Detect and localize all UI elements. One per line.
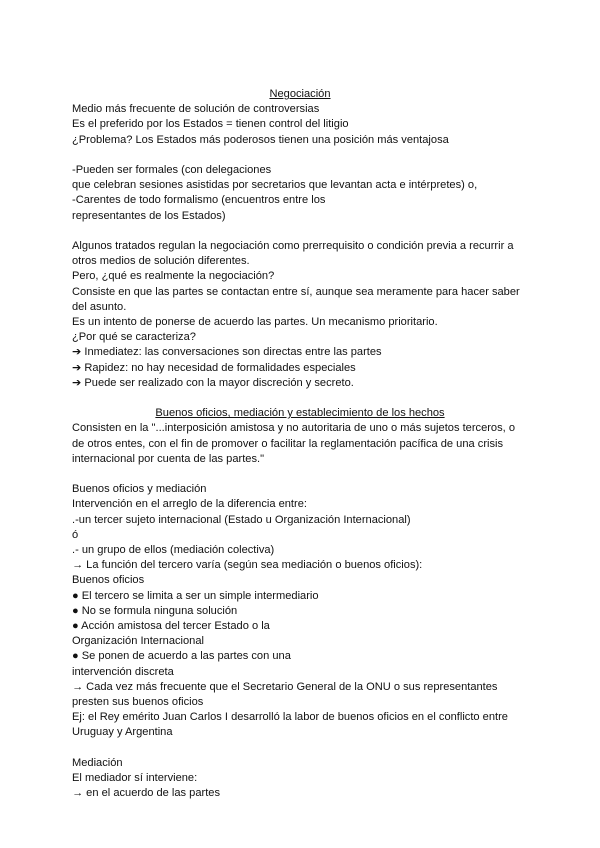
text-line: -Carentes de todo formalismo (encuentros entre los — [72, 194, 326, 207]
text-line: Pero, ¿qué es realmente la negociación? — [72, 270, 275, 283]
bullet-line: ● Acción amistosa del tercer Estado o la — [72, 620, 270, 633]
text-line: Medio más frecuente de solución de controversias — [72, 103, 320, 116]
text-line: ¿Problema? Los Estados más poderosos tienen una posición más ventajosa — [72, 133, 449, 146]
text-line: del asunto. — [72, 300, 127, 313]
text-line: Algunos tratados regulan la negociación como prerrequisito o condición previa a recurrir a — [72, 240, 514, 252]
bullet-line: ● Se ponen de acuerdo a las partes con una — [72, 650, 291, 663]
text-line: internacional por cuenta de las partes." — [72, 452, 265, 465]
text-line: Es el preferido por los Estados = tienen control del litigio — [72, 118, 349, 131]
text-line: Organización Internacional — [72, 635, 204, 648]
spacer — [72, 148, 528, 163]
text-line: -Pueden ser formales (con delegaciones — [72, 164, 272, 176]
negociacion-forms — [72, 163, 528, 224]
text-line: .- un grupo de ellos (mediación colectiva) — [72, 544, 275, 557]
text-line: presten sus buenos oficios — [72, 696, 204, 709]
section-title-negociacion: Negociación — [269, 88, 331, 100]
section-title-buenos-oficios: Buenos oficios, mediación y establecimiento de los hechos — [155, 407, 445, 420]
spacer — [72, 467, 528, 482]
spacer — [72, 224, 528, 239]
text-line: Intervención en el arreglo de la diferencia entre: — [72, 498, 307, 511]
mediacion-section — [72, 756, 528, 802]
text-line: Consisten en la "...interposición amistosa y no autoritaria de uno o más sujetos terceros, o — [72, 422, 515, 435]
subheading: Buenos oficios — [72, 574, 145, 587]
document-body — [72, 87, 528, 801]
bullet-line: ➔ Rapidez: no hay necesidad de formalidades especiales — [72, 361, 356, 374]
text-line: El mediador sí interviene: — [72, 772, 198, 785]
negociacion-details — [72, 239, 528, 391]
bullet-line: ➔ Inmediatez: las conversaciones son directas entre las partes — [72, 346, 382, 359]
text-line: de otros entes, con el fin de promover o facilitar la reglamentación pacífica de una crisis — [72, 437, 504, 450]
text-line: Consiste en que las partes se contactan entre sí, aunque sea meramente para hacer saber — [72, 285, 520, 298]
arrow-line: → en el acuerdo de las partes — [72, 787, 221, 800]
spacer — [72, 391, 528, 406]
buenos-oficios-definition — [72, 421, 528, 467]
arrow-line: → Cada vez más frecuente que el Secretario General de la ONU o sus representantes — [72, 680, 498, 693]
text-line: ó — [72, 528, 79, 541]
subheading: Buenos oficios y mediación — [72, 483, 207, 496]
text-line: ¿Por qué se caracteriza? — [72, 331, 196, 344]
text-line: Ej: el Rey emérito Juan Carlos I desarrolló la labor de buenos oficios en el conflicto entre — [72, 711, 508, 724]
subheading: Mediación — [72, 756, 123, 769]
spacer — [72, 741, 528, 756]
text-line: otros medios de solución diferentes. — [72, 255, 250, 268]
bullet-line: ● No se formula ninguna solución — [72, 604, 238, 617]
bullet-line: ➔ Puede ser realizado con la mayor discreción y secreto. — [72, 376, 354, 389]
text-line: que celebran sesiones asistidas por secretarios que levantan acta e intérpretes) o, — [72, 179, 478, 192]
text-line: Es un intento de ponerse de acuerdo las partes. Un mecanismo prioritario. — [72, 316, 438, 329]
negociacion-intro — [72, 102, 528, 148]
text-line: Uruguay y Argentina — [72, 726, 173, 739]
text-line: representantes de los Estados) — [72, 209, 226, 222]
text-line: .-un tercer sujeto internacional (Estado u Organización Internacional) — [72, 513, 411, 526]
buenos-oficios-section — [72, 482, 528, 740]
text-line: intervención discreta — [72, 665, 174, 678]
arrow-line: → La función del tercero varía (según sea mediación o buenos oficios): — [72, 559, 423, 572]
bullet-line: ● El tercero se limita a ser un simple intermediario — [72, 589, 319, 602]
